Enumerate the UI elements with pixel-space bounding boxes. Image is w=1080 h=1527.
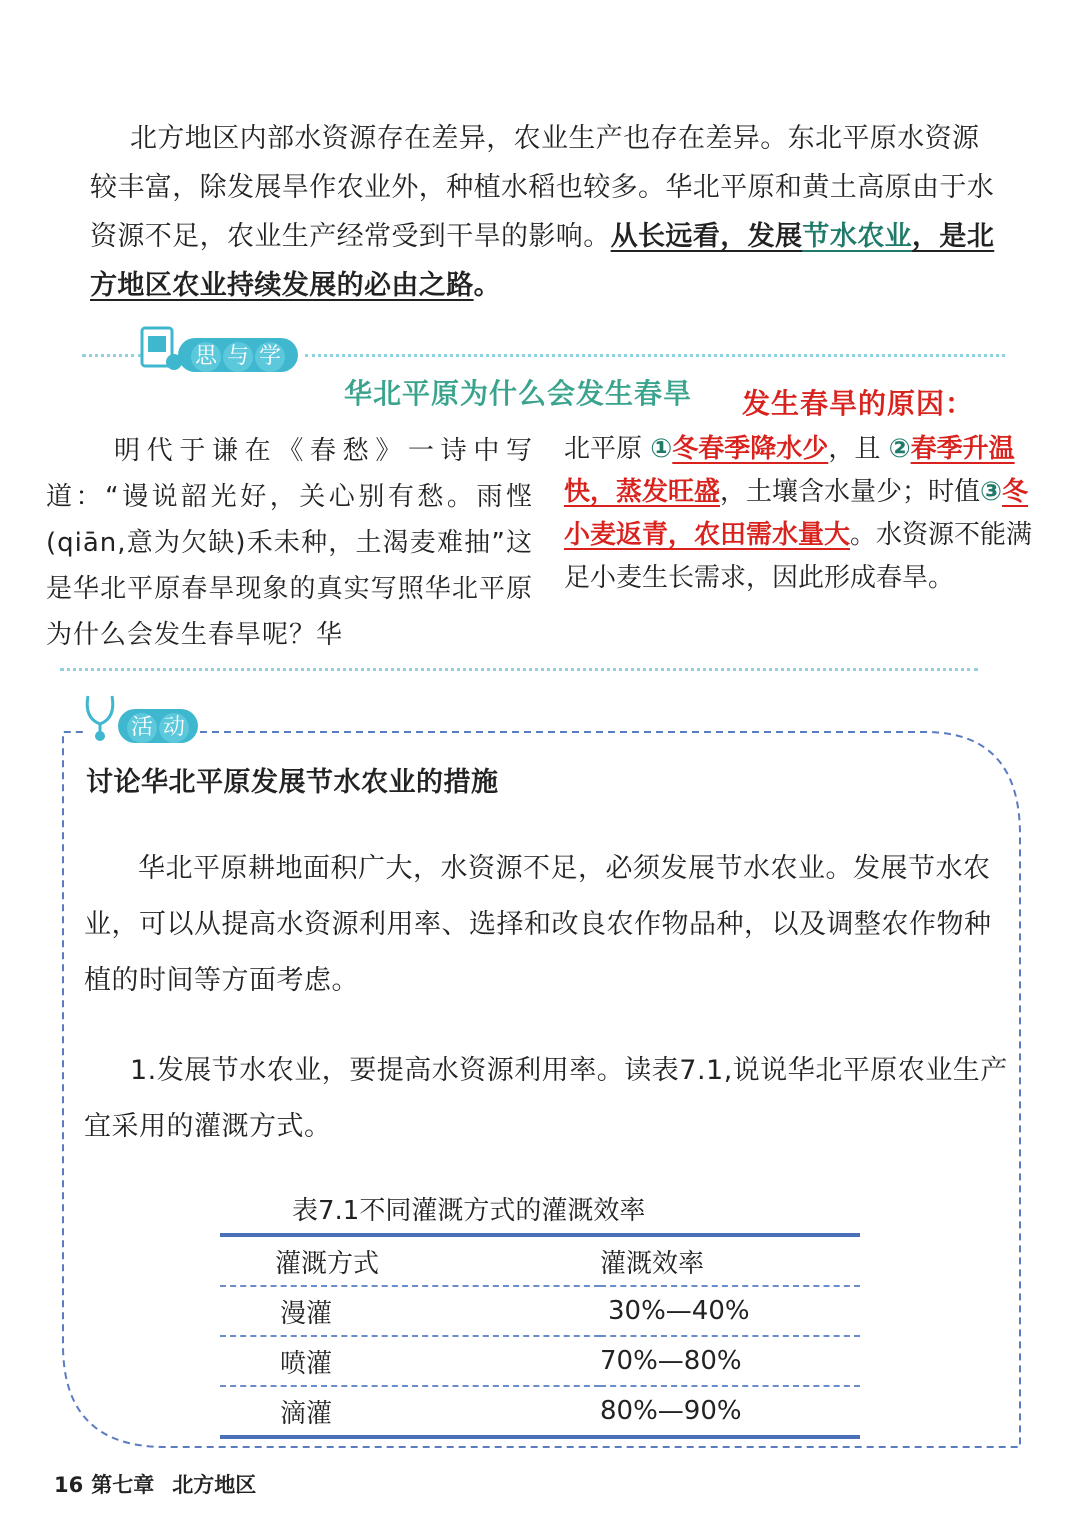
book-icon <box>138 322 182 374</box>
intro-bold-a: 从长远看，发展 <box>610 221 803 252</box>
think-title: 华北平原为什么会发生春旱 <box>344 377 693 410</box>
chapter-label: 第七章 <box>91 1473 155 1497</box>
think-badge-char: 与 <box>223 342 253 372</box>
think-badge <box>178 338 298 372</box>
method-cell: 滴灌 <box>220 1386 600 1437</box>
header-efficiency: 灌溉效率 <box>600 1235 860 1286</box>
activity-paragraph-2: 1.发展节水农业，要提高水资源利用率。读表7.1,说说华北平原农业生产宜采用的灌溉方式。 <box>84 1055 1008 1142</box>
answer-text <box>564 428 1046 600</box>
section-divider <box>60 668 978 671</box>
activity-badge-char: 动 <box>159 713 189 743</box>
table-row <box>220 1386 860 1437</box>
reason-3: 冬小麦返青，农田需水量大 <box>564 477 1029 550</box>
circle-number-3: ③ <box>980 477 1003 507</box>
efficiency-cell: 70%—80% <box>600 1336 860 1386</box>
poem-text: 明代于谦在《春愁》一诗中写道：“谩说韶光好，关心别有愁。雨悭(qiān,意为欠缺)禾未种，土渴麦难抽”这是华北平原春旱现象的真实写照华北平原为什么会发生春旱呢？华 <box>46 436 533 650</box>
intro-text: 北方地区内部水资源存在差异，农业生产也存在差异。东北平原水资源较丰富，除发展旱作农业外，种植水稻也较多。华北平原和黄土高原由于水资源不足，农业生产经常受到干旱的影响。 <box>90 123 995 252</box>
answer-part-a: 北平原 <box>564 434 643 464</box>
region-label: 北方地区 <box>172 1473 257 1497</box>
method-cell: 喷灌 <box>220 1336 600 1386</box>
table-row <box>220 1336 860 1386</box>
think-badge-char: 思 <box>191 342 221 372</box>
intro-paragraph <box>90 114 1005 310</box>
efficiency-cell: 30%—40% <box>600 1286 860 1336</box>
circle-number-2: ② <box>888 434 911 464</box>
circle-number-1: ① <box>650 434 673 464</box>
efficiency-cell: 80%—90% <box>600 1386 860 1437</box>
page-footer <box>54 1469 256 1499</box>
method-cell: 漫灌 <box>220 1286 600 1336</box>
intro-end: 。 <box>473 270 502 301</box>
answer-part-c: ，土壤含水量少；时值 <box>720 477 981 507</box>
answer-part-b: ，且 <box>828 434 881 464</box>
table-row <box>220 1286 860 1336</box>
reason-1: 冬春季降水少 <box>672 434 829 464</box>
think-divider-right <box>305 354 1005 357</box>
activity-badge-char: 活 <box>127 713 157 743</box>
activity-badge <box>118 709 198 743</box>
efficiency-table <box>220 1233 860 1439</box>
header-method: 灌溉方式 <box>220 1235 600 1286</box>
table-caption: 表7.1不同灌溉方式的灌溉效率 <box>292 1196 646 1226</box>
think-badge-char: 学 <box>255 342 285 372</box>
page-number: 16 <box>54 1473 84 1497</box>
answer-part-d: 。水资源不能满足小麦生长需求，因此形成春旱。 <box>564 520 1033 593</box>
activity-paragraph-1: 华北平原耕地面积广大，水资源不足，必须发展节水农业。发展节水农业，可以从提高水资源利用率、选择和改良农作物品种，以及调整农作物种植的时间等方面考虑。 <box>84 853 992 996</box>
activity-title: 讨论华北平原发展节水农业的措施 <box>86 767 499 798</box>
answer-title: 发生春旱的原因： <box>742 387 975 420</box>
reason-2: 春季升温快，蒸发旺盛 <box>564 434 1015 507</box>
table-header-row <box>220 1235 860 1286</box>
intro-bold-green: 节水农业 <box>802 221 913 252</box>
intro-bold-b: ，是北方地区农业持续发展的必由之路 <box>90 221 995 301</box>
think-divider-left <box>82 354 142 357</box>
